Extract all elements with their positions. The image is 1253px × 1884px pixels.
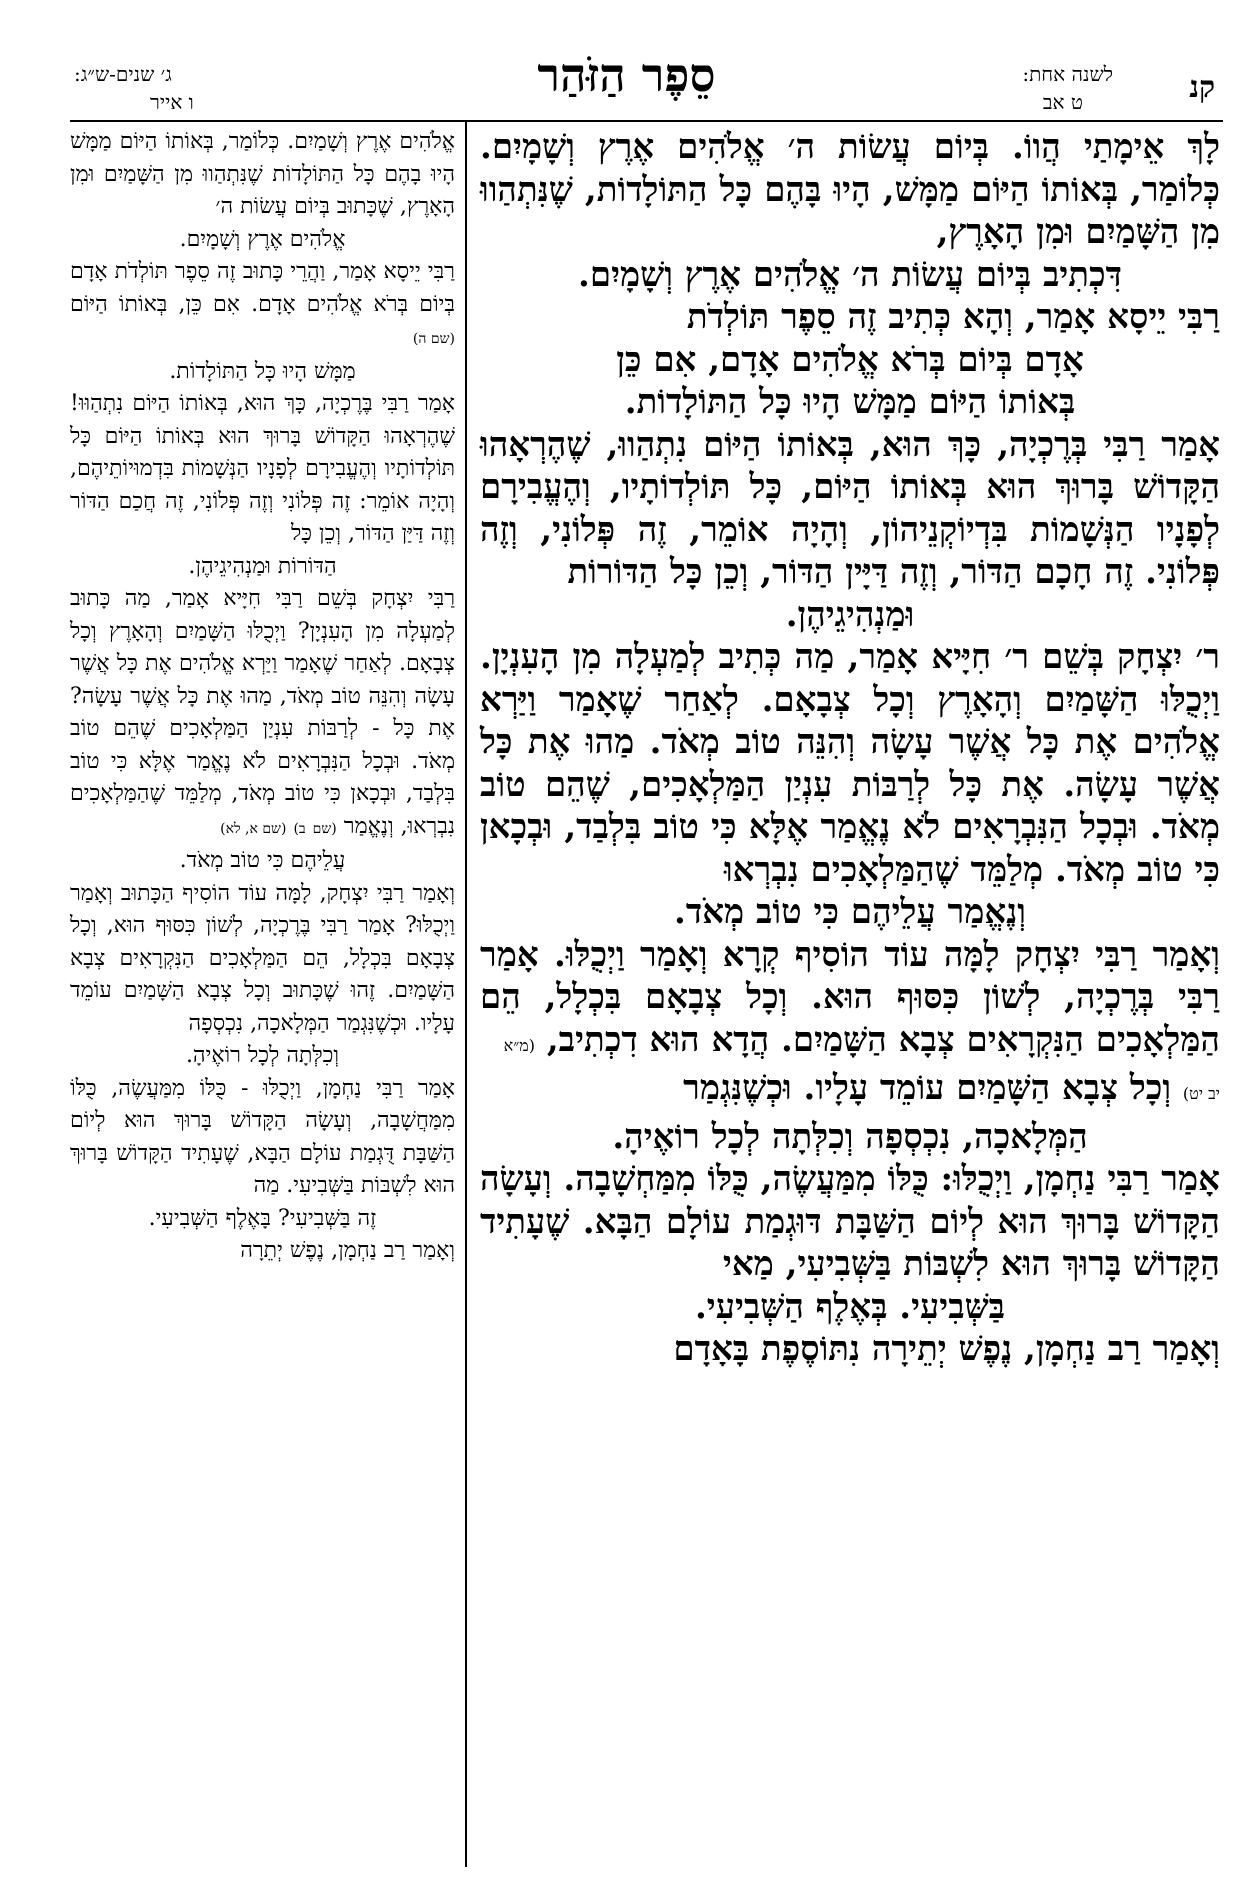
main-paragraph: ר׳ יִצְחָק בְּשֵׁם ר׳ חִיָּיא אָמַר, מַה כְּתִיב לְמַעְלָה מִן הָעִנְיָן. וַיְכֻלּוּ הַשָּׁמַיִם וְהָאָרֶץ וְכָל צְבָאָם. לְאַחַר שֶׁאָמַר וַיַּרְא אֱלֹהִים אֶת כָּל אֲשֶׁר עָשָׂה וְהִנֵּה טוֹב מְאֹד. מַהוּ אֶת כָּל אֲשֶׁר עָשָׂה. אֶת כָּל לְרַבּוֹת עִנְיַן הַמַּלְאָכִים, שֶׁהֵם טוֹב מְאֹד. וּבְכָל הַנִּבְרָאִים לֹא נֶאֱמַר אֶלָּא כִּי טוֹב בִּלְבַד, וּבְכָאן כִּי טוֹב מְאֹד. מְלַמֵּד שֶׁהַמַּלְאָכִים נִבְרְאוּ bbox=[480, 637, 1220, 890]
schedule-label-right: לשנה אחת: bbox=[1022, 62, 1113, 86]
verse-reference: (שם bbox=[312, 820, 337, 837]
main-paragraph: אָמַר רַבִּי בְּרֶכְיָה, כָּךְ הוּא, בְּאוֹתוֹ הַיּוֹם נִתְהַווּ, שֶׁהֶרְאָהוּ הַקָּדוֹשׁ בָּרוּךְ הוּא בְּאוֹתוֹ הַיּוֹם, כָּל תּוֹלְדוֹתָיו, וְהֶעֱבִירָם לְפָנָיו הַנְּשָׁמוֹת בִּדְיוֹקְנֵיהוֹן, וְהָיָה אוֹמֵר, זֶה פְּלוֹנִי, וְזֶה פְּלוֹנִי. זֶה חָכָם הַדּוֹר, וְזֶה דַּיָּין הַדּוֹר, וְכֵן כָּל הַדּוֹרוֹת bbox=[480, 424, 1220, 592]
side-paragraph: וְאָמַר רַב נַחְמָן, נֶפֶשׁ יְתֵרָה bbox=[240, 1238, 455, 1263]
main-paragraph: אָדָם בְּיוֹם בְּרֹא אֱלֹהִים אָדָם, אִם כֵּן bbox=[616, 339, 1084, 380]
side-paragraph: וְאָמַר רַבִּי יִצְחָק, לָמָּה עוֹד הוֹסִיף הַכָּתוּב וְאָמַר וַיְכֻלּוּ? אָמַר רַבִּי בֶּרֶכְיָה, לְשׁוֹן כִּסּוּף הוּא, וְכָל צְבָאָם בִּכְלָל, הֵם הַמַּלְאָכִים הַנִּקְרָאִים צְבָא הַשָּׁמַיִם. זֶהוּ שֶׁכָּתוּב וְכָל צְבָא הַשָּׁמַיִם עוֹמֵד עָלָיו. וּכְשֶׁנִּגְמַר הַמְּלָאכָה, נִכְסְפָה bbox=[70, 880, 455, 1036]
main-paragraph: בְּאוֹתוֹ הַיּוֹם מַמָּשׁ הָיוּ כָּל הַתּוֹלָדוֹת. bbox=[624, 382, 1076, 422]
verse-reference: (שם ה) bbox=[412, 331, 455, 347]
schedule-label-left: ג׳ שנים-ש״ג: bbox=[74, 62, 172, 86]
page-header bbox=[0, 0, 1253, 118]
schedule-date-right: ט אב bbox=[1042, 90, 1083, 114]
header-rule bbox=[70, 120, 1223, 122]
side-paragraph: עֲלֵיהֶם כִּי טוֹב מְאֹד. bbox=[179, 848, 346, 873]
side-paragraph: אָמַר רַבִּי נַחְמָן, וַיְכֻלּוּ - כֻּלּוֹ מִמַּעֲשֶׂה, כֻּלּוֹ מִמַּחֲשָׁבָה, וְעָשָׂה הַקָּדוֹשׁ בָּרוּךְ הוּא לְיוֹם הַשַּׁבָּת דֻּגְמַת עוֹלָם הַבָּא, שֶׁעָתִיד הַקָּדוֹשׁ בָּרוּךְ הוּא לִשְׁבּוֹת בַּשְּׁבִיעִי. מַה bbox=[70, 1075, 455, 1198]
side-paragraph: וְכִלְּתָה לְכָל רוֹאֶיהָ. bbox=[185, 1043, 340, 1068]
side-paragraph: אֱלֹהִים אֶרֶץ וְשָׁמָיִם. bbox=[179, 226, 346, 252]
main-paragraph bbox=[480, 934, 1220, 1068]
main-paragraph: בַּשְּׁבִיעִי. בְּאֶלֶף הַשְּׁבִיעִי. bbox=[694, 1286, 1006, 1327]
verse-reference: (מ״א bbox=[503, 1035, 535, 1055]
main-paragraph: רַבִּי יֵיסָא אָמַר, וְהָא כְּתִיב זֶה סֵפֶר תּוֹלְדֹת bbox=[686, 297, 1220, 337]
side-paragraph: הַדּוֹרוֹת וּמַנְהִיגֵיהֶן. bbox=[188, 553, 337, 579]
main-paragraph: אָמַר רַבִּי נַחְמָן, וַיְכֻלּוּ: כֻּלּוֹ מִמַּעֲשֶׂה, כֻּלּוֹ מִמַּחְשָׁבָה. וְעָשָׂה הַקָּדוֹשׁ בָּרוּךְ הוּא לְיוֹם הַשַּׁבָּת דּוּגְמַת עוֹלָם הַבָּא. שֶׁעָתִיד הַקָּדוֹשׁ בָּרוּךְ הוּא לִשְׁבּוֹת בַּשְּׁבִיעִי, מַאי bbox=[480, 1159, 1220, 1284]
main-paragraph: וּמַנְהִיגֵיהֶן. bbox=[785, 594, 915, 635]
verse-reference: (שם א, לא) bbox=[220, 820, 287, 837]
main-paragraph-text: וְכָל צְבָא הַשָּׁמַיִם עוֹמֵד עָלָיו. וּכְשֶׁנִּגְמַר bbox=[683, 1068, 1172, 1108]
main-text-column bbox=[480, 126, 1220, 1371]
verse-reference: ב) bbox=[293, 820, 306, 837]
side-paragraph-text: רַבִּי יִצְחָק בְּשֵׁם רַבִּי חִיָּיא אָמַר, מַה כָּתוּב לְמַעְלָה מִן הָעִנְיָן? וַיְכֻלּוּ הַשָּׁמַיִם וְהָאָרֶץ וְכָל צְבָאָם. לְאַחַר שֶׁאָמַר וַיַּרְא אֱלֹהִים אֶת כָּל אֲשֶׁר עָשָׂה וְהִנֵּה טוֹב מְאֹד, מַהוּ אֶת כָּל אֲשֶׁר עָשָׂה? אֶת כָּל - לְרַבּוֹת עִנְיַן הַמַּלְאָכִים שֶׁהֵם טוֹב מְאֹד. וּבְכָל הַנִּבְרָאִים לֹא נֶאֱמַר אֶלָּא כִּי טוֹב בִּלְבַד, וּבְכָאן כִּי טוֹב מְאֹד, מְלַמֵּד שֶׁהַמַּלְאָכִים נִבְרְאוּ, וְנֶאֱמַר bbox=[70, 586, 455, 839]
side-paragraph: מַמָּשׁ הָיוּ כָּל הַתּוֹלָדוֹת. bbox=[169, 358, 356, 384]
side-paragraph bbox=[70, 256, 455, 356]
side-paragraph: אָמַר רַבִּי בֶּרֶכְיָה, כָּךְ הוּא, בְּאוֹתוֹ הַיּוֹם נִתְהַוּוּ! שֶׁהֶרְאָהוּ הַקָּדוֹשׁ בָּרוּךְ הוּא בְּאוֹתוֹ הַיּוֹם כָּל תּוֹלְדוֹתָיו וְהֶעֱבִירָם לְפָנָיו הַנְּשָׁמוֹת בִּדְמוּיוֹתֵיהֶם, וְהָיָה אוֹמֵר: זֶה פְּלוֹנִי וְזֶה פְּלוֹנִי, זֶה חֲכַם הַדּוֹר וְזֶה דַּיַּן הַדּוֹר, וְכֵן כָּל bbox=[70, 391, 455, 546]
main-paragraph: לָךְ אֵימָתַי הֲווֹ. בְּיוֹם עֲשׂוֹת ה׳ אֱלֹהִים אֶרֶץ וְשָׁמָיִם. כְּלוֹמַר, בְּאוֹתוֹ הַיּוֹם מַמָּשׁ, הָיוּ בָּהֶם כָּל הַתּוֹלָדוֹת, שֶׁנִּתְהַווּ מִן הַשָּׁמַיִם וּמִן הָאָרֶץ, bbox=[480, 127, 1220, 252]
column-divider bbox=[465, 122, 467, 1867]
main-paragraph: דִּכְתִיב בְּיוֹם עֲשׂוֹת ה׳ אֱלֹהִים אֶרֶץ וְשָׁמָיִם. bbox=[578, 254, 1122, 295]
side-paragraph-text: רַבִּי יֵיסָא אָמַר, וַהֲרֵי כָּתוּב זֶה סֵפֶר תּוֹלְדֹת אָדָם בְּיוֹם בְּרֹא אֱלֹהִים אָדָם. אִם כֵּן, בְּאוֹתוֹ הַיּוֹם bbox=[70, 259, 455, 317]
side-paragraph bbox=[70, 583, 455, 845]
translation-column bbox=[70, 126, 455, 1268]
book-title: סֵפֶר הַזֹּהַר bbox=[537, 48, 716, 102]
main-paragraph: הַמְּלָאכָה, נִכְסְפָה וְכִלְּתָה לְכָל רוֹאֶיהָ. bbox=[612, 1116, 1088, 1157]
main-paragraph: וְאָמַר רַב נַחְמָן, נֶפֶשׁ יְתֵירָה נִתּוֹסֶפֶת בָּאָדָם bbox=[673, 1329, 1220, 1369]
page-number: קנ bbox=[1189, 70, 1215, 105]
side-paragraph: אֱלֹהִים אֶרֶץ וְשָׁמַיִם. כְּלוֹמַר, בְּאוֹתוֹ הַיּוֹם מַמָּשׁ הָיוּ בָהֶם כָּל הַתּוֹלָדוֹת שֶׁנִּתְהַווּ מִן הַשָּׁמַיִם וּמִן הָאָרֶץ, שֶׁכָּתוּב בְּיוֹם עֲשׂוֹת ה׳ bbox=[70, 129, 455, 219]
main-paragraph bbox=[480, 1067, 1220, 1116]
side-paragraph: זֶה בַּשְּׁבִיעִי? בָּאֶלֶף הַשְּׁבִיעִי. bbox=[148, 1205, 377, 1231]
verse-reference: יב יט) bbox=[1182, 1084, 1220, 1103]
main-paragraph-text: וְאָמַר רַבִּי יִצְחָק לָמָּה עוֹד הוֹסִיף קְרָא וְאָמַר וַיְכֻלּוּ. אָמַר רַבִּי בְּרֶכְיָה, לְשׁוֹן כִּסּוּף הוּא. וְכָל צְבָאָם בִּכְלָל, הֵם הַמַּלְאָכִים הַנִּקְרָאִים צְבָא הַשָּׁמַיִם. הֲדָא הוּא דִכְתִיב, bbox=[480, 934, 1220, 1060]
main-paragraph: וְנֶאֱמַר עֲלֵיהֶם כִּי טוֹב מְאֹד. bbox=[674, 892, 1026, 932]
schedule-date-left: ו אייר bbox=[150, 90, 194, 114]
